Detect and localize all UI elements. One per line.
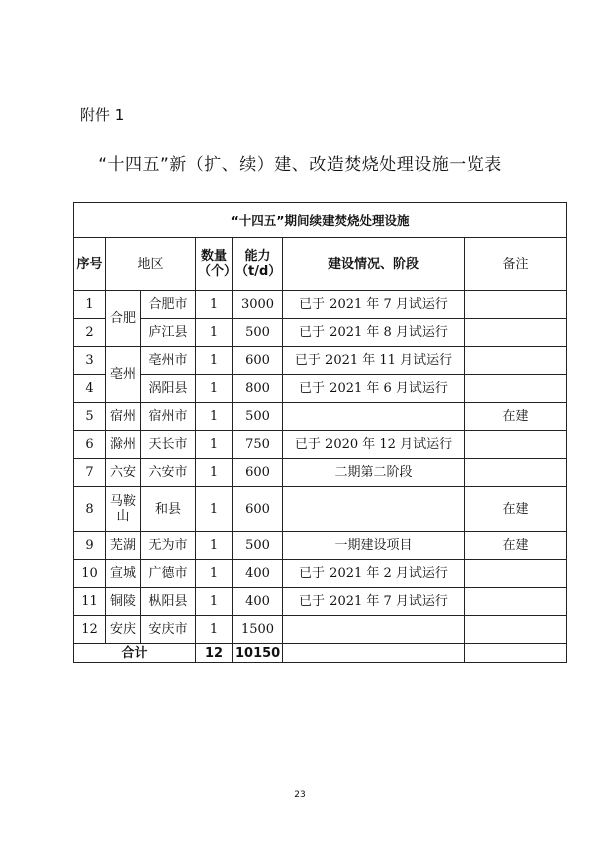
header-seq: 序号 <box>74 238 106 291</box>
count-cell: 1 <box>196 560 233 588</box>
capacity-cell: 1500 <box>233 616 283 644</box>
count-cell: 1 <box>196 459 233 487</box>
county-cell: 涡阳县 <box>141 375 196 403</box>
seq-cell: 7 <box>74 459 106 487</box>
county-cell: 合肥市 <box>141 291 196 319</box>
remark-cell: 在建 <box>465 487 567 532</box>
seq-cell: 9 <box>74 532 106 560</box>
count-cell: 1 <box>196 588 233 616</box>
remark-cell <box>465 616 567 644</box>
capacity-cell: 750 <box>233 431 283 459</box>
total-count: 12 <box>196 644 233 663</box>
county-cell: 六安市 <box>141 459 196 487</box>
seq-cell: 11 <box>74 588 106 616</box>
table-header-row <box>74 238 567 291</box>
total-remark-cell <box>465 644 567 663</box>
capacity-cell: 400 <box>233 588 283 616</box>
header-region: 地区 <box>106 238 196 291</box>
city-cell: 芜湖 <box>106 532 141 560</box>
city-cell: 铜陵 <box>106 588 141 616</box>
capacity-cell: 800 <box>233 375 283 403</box>
facility-table <box>73 202 567 663</box>
status-cell: 已于 2021 年 7 月试运行 <box>283 588 465 616</box>
status-cell: 一期建设项目 <box>283 532 465 560</box>
status-cell: 二期第二阶段 <box>283 459 465 487</box>
table-row <box>74 347 567 375</box>
header-count: 数量（个） <box>196 238 233 291</box>
capacity-cell: 600 <box>233 459 283 487</box>
attachment-label: 附件 1 <box>80 106 125 124</box>
county-cell: 和县 <box>141 487 196 532</box>
county-cell: 枞阳县 <box>141 588 196 616</box>
total-row <box>74 644 567 663</box>
capacity-cell: 500 <box>233 403 283 431</box>
county-cell: 宿州市 <box>141 403 196 431</box>
table-row <box>74 375 567 403</box>
remark-cell: 在建 <box>465 403 567 431</box>
document-title: “十四五”新（扩、续）建、改造焚烧处理设施一览表 <box>98 155 502 175</box>
city-cell: 合肥 <box>106 291 141 347</box>
capacity-cell: 600 <box>233 347 283 375</box>
county-cell: 安庆市 <box>141 616 196 644</box>
table-row <box>74 459 567 487</box>
table-row <box>74 487 567 532</box>
table-row <box>74 560 567 588</box>
seq-cell: 12 <box>74 616 106 644</box>
city-cell: 六安 <box>106 459 141 487</box>
remark-cell <box>465 431 567 459</box>
capacity-cell: 500 <box>233 532 283 560</box>
page-number: 23 <box>294 790 306 800</box>
table-row <box>74 588 567 616</box>
capacity-cell: 400 <box>233 560 283 588</box>
city-cell: 亳州 <box>106 347 141 403</box>
total-capacity: 10150 <box>233 644 283 663</box>
seq-cell: 1 <box>74 291 106 319</box>
county-cell: 无为市 <box>141 532 196 560</box>
table-row <box>74 616 567 644</box>
county-cell: 庐江县 <box>141 319 196 347</box>
seq-cell: 10 <box>74 560 106 588</box>
remark-cell <box>465 291 567 319</box>
city-cell: 滁州 <box>106 431 141 459</box>
table-row <box>74 532 567 560</box>
count-cell: 1 <box>196 403 233 431</box>
remark-cell: 在建 <box>465 532 567 560</box>
capacity-cell: 500 <box>233 319 283 347</box>
remark-cell <box>465 560 567 588</box>
city-cell: 安庆 <box>106 616 141 644</box>
status-cell: 已于 2021 年 8 月试运行 <box>283 319 465 347</box>
remark-cell <box>465 375 567 403</box>
status-cell: 已于 2021 年 6 月试运行 <box>283 375 465 403</box>
count-cell: 1 <box>196 375 233 403</box>
count-cell: 1 <box>196 532 233 560</box>
count-cell: 1 <box>196 616 233 644</box>
city-cell: 宿州 <box>106 403 141 431</box>
capacity-cell: 600 <box>233 487 283 532</box>
count-cell: 1 <box>196 487 233 532</box>
capacity-cell: 3000 <box>233 291 283 319</box>
seq-cell: 2 <box>74 319 106 347</box>
county-cell: 亳州市 <box>141 347 196 375</box>
count-cell: 1 <box>196 291 233 319</box>
count-cell: 1 <box>196 347 233 375</box>
status-cell: 已于 2021 年 11 月试运行 <box>283 347 465 375</box>
header-remark: 备注 <box>465 238 567 291</box>
header-capacity: 能力（t/d） <box>233 238 283 291</box>
total-status-cell <box>283 644 465 663</box>
status-cell <box>283 403 465 431</box>
seq-cell: 6 <box>74 431 106 459</box>
seq-cell: 8 <box>74 487 106 532</box>
table-caption: “十四五”期间续建焚烧处理设施 <box>74 203 567 238</box>
count-cell: 1 <box>196 431 233 459</box>
remark-cell <box>465 459 567 487</box>
remark-cell <box>465 347 567 375</box>
count-cell: 1 <box>196 319 233 347</box>
city-cell: 马鞍山 <box>106 487 141 532</box>
table-row <box>74 291 567 319</box>
status-cell: 已于 2021 年 2 月试运行 <box>283 560 465 588</box>
county-cell: 天长市 <box>141 431 196 459</box>
table-row <box>74 431 567 459</box>
remark-cell <box>465 588 567 616</box>
total-label: 合计 <box>74 644 196 663</box>
header-status: 建设情况、阶段 <box>283 238 465 291</box>
table-row <box>74 319 567 347</box>
county-cell: 广德市 <box>141 560 196 588</box>
status-cell <box>283 616 465 644</box>
table-row <box>74 403 567 431</box>
seq-cell: 5 <box>74 403 106 431</box>
status-cell: 已于 2021 年 7 月试运行 <box>283 291 465 319</box>
remark-cell <box>465 319 567 347</box>
status-cell: 已于 2020 年 12 月试运行 <box>283 431 465 459</box>
status-cell <box>283 487 465 532</box>
seq-cell: 4 <box>74 375 106 403</box>
city-cell: 宣城 <box>106 560 141 588</box>
seq-cell: 3 <box>74 347 106 375</box>
